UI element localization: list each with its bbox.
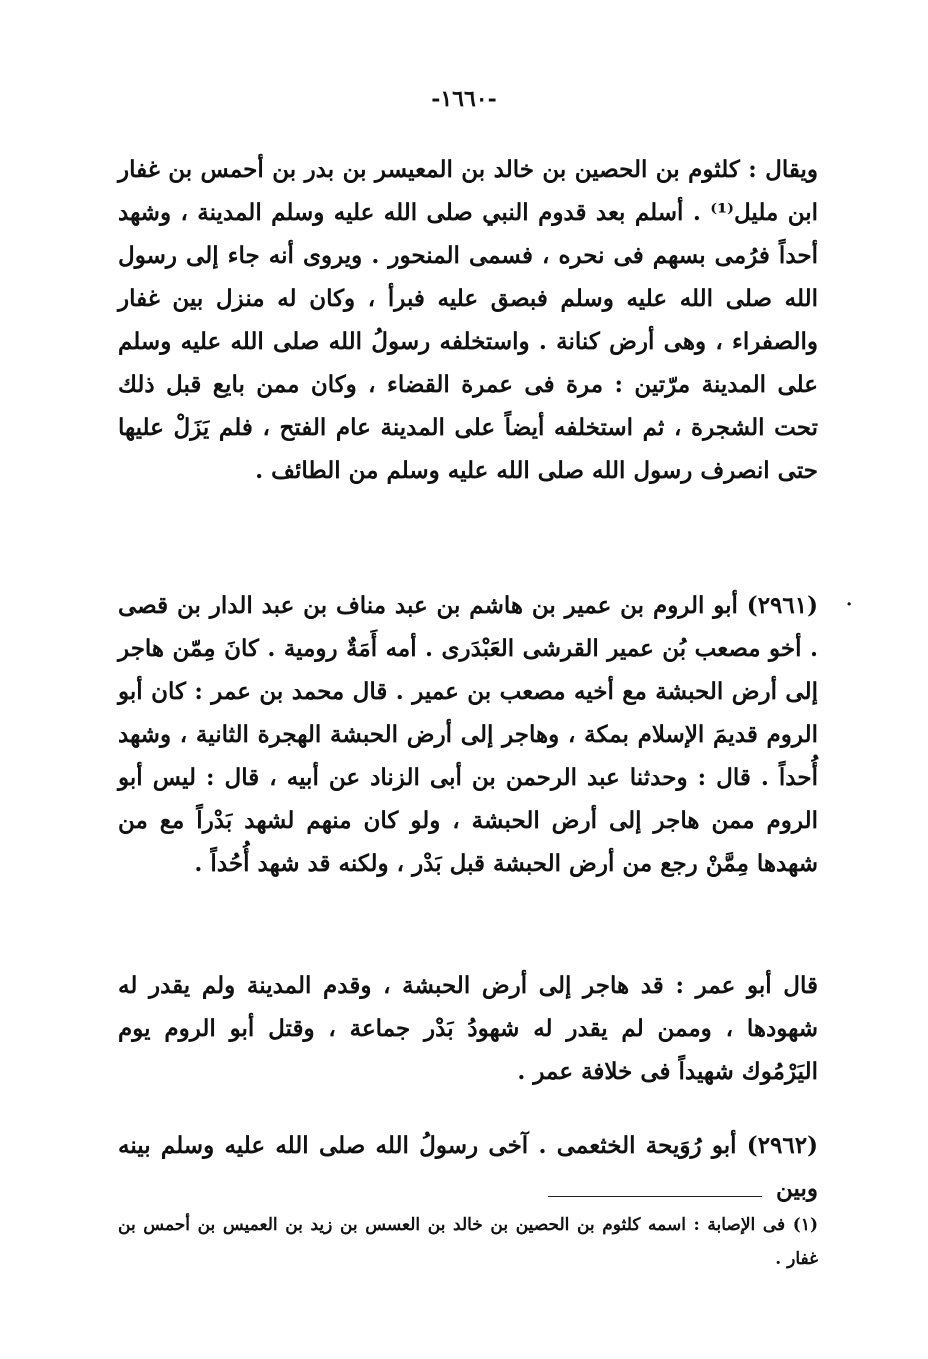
footnote	[118, 1208, 818, 1276]
footnote-text: (١) فى الإصابة : اسمه كلثوم بن الحصين بن خالد بن العسس بن زيد بن العميس بن أحمس بن غفار .	[118, 1215, 818, 1269]
page-number: -١٦٦٠-	[431, 86, 497, 112]
paragraph-kulthum	[118, 148, 818, 492]
paragraph-abu-umar	[118, 964, 818, 1093]
footnote-divider	[548, 1196, 762, 1197]
entry-paragraph	[118, 584, 818, 885]
entry-text: أبو الروم بن عمير بن هاشم بن عبد مناف بن عبد الدار بن قصى . أخو مصعب بُن عمير القرشى العَبْدَرى . أمه أَمَةٌ رومية . كانَ مِمّن هاجر إلى أرض الحبشة مع أخيه مصعب بن عمير . قال محمد بن عمر : كان أبو الروم قديمَ الإسلام بمكة ، وهاجر إلى أرض الحبشة الهجرة الثانية ، وشهد أُحداً . قال : وحدثنا عبد الرحمن بن أبى الزناد عن أبيه ، قال : ليس أبو الروم ممن هاجر إلى أرض الحبشة ، ولو كان منهم لشهد بَدْراً مع من شهدها مِمَّنْ رجع من أرض الحبشة قبل بَدْر ، ولكنه قد شهد أُحُداً .	[118, 592, 818, 877]
paragraph-text: قال أبو عمر : قد هاجر إلى أرض الحبشة ، وقدم المدينة ولم يقدر له شهودها ، وممن لم يقدر له شهودُ بَدْر جماعة ، وقتل أبو الروم يوم اليَرْمُوك شهيداً فى خلافة عمر .	[118, 972, 818, 1085]
entry-abu-ruwayha	[118, 1124, 818, 1210]
entry-abu-al-rum	[118, 584, 818, 885]
entry-text: أبو رُوَيحة الخثعمى . آخى رسولُ الله صلى الله عليه وسلم بينه وبين	[118, 1132, 818, 1202]
paragraph-text: ويقال : كلثوم بن الحصين بن خالد بن المعيسر بن بدر بن أحمس بن غفار ابن مليل⁽¹⁾ . أسلم بعد قدوم النبي صلى الله عليه وسلم المدينة ، وشهد أحداً فرُمى بسهم فى نحره ، فسمى المنحور . ويروى أنه جاء إلى رسول الله صلى الله عليه وسلم فبصق عليه فبرأ ، وكان له منزل بين غفار والصفراء ، وهى أرض كنانة . واستخلفه رسولُ الله صلى الله عليه وسلم على المدينة مرّتين : مرة فى عمرة القضاء ، وكان ممن بايع قبل ذلك تحت الشجرة ، ثم استخلفه أيضاً على المدينة عام الفتح ، فلم يَزَلْ عليها حتى انصرف رسول الله صلى الله عليه وسلم من الطائف .	[118, 156, 818, 484]
entry-number: (٢٩٦١)	[746, 592, 818, 619]
entry-number: (٢٩٦٢)	[746, 1132, 818, 1159]
entry-paragraph	[118, 1124, 818, 1210]
margin-mark: ·	[846, 594, 853, 615]
